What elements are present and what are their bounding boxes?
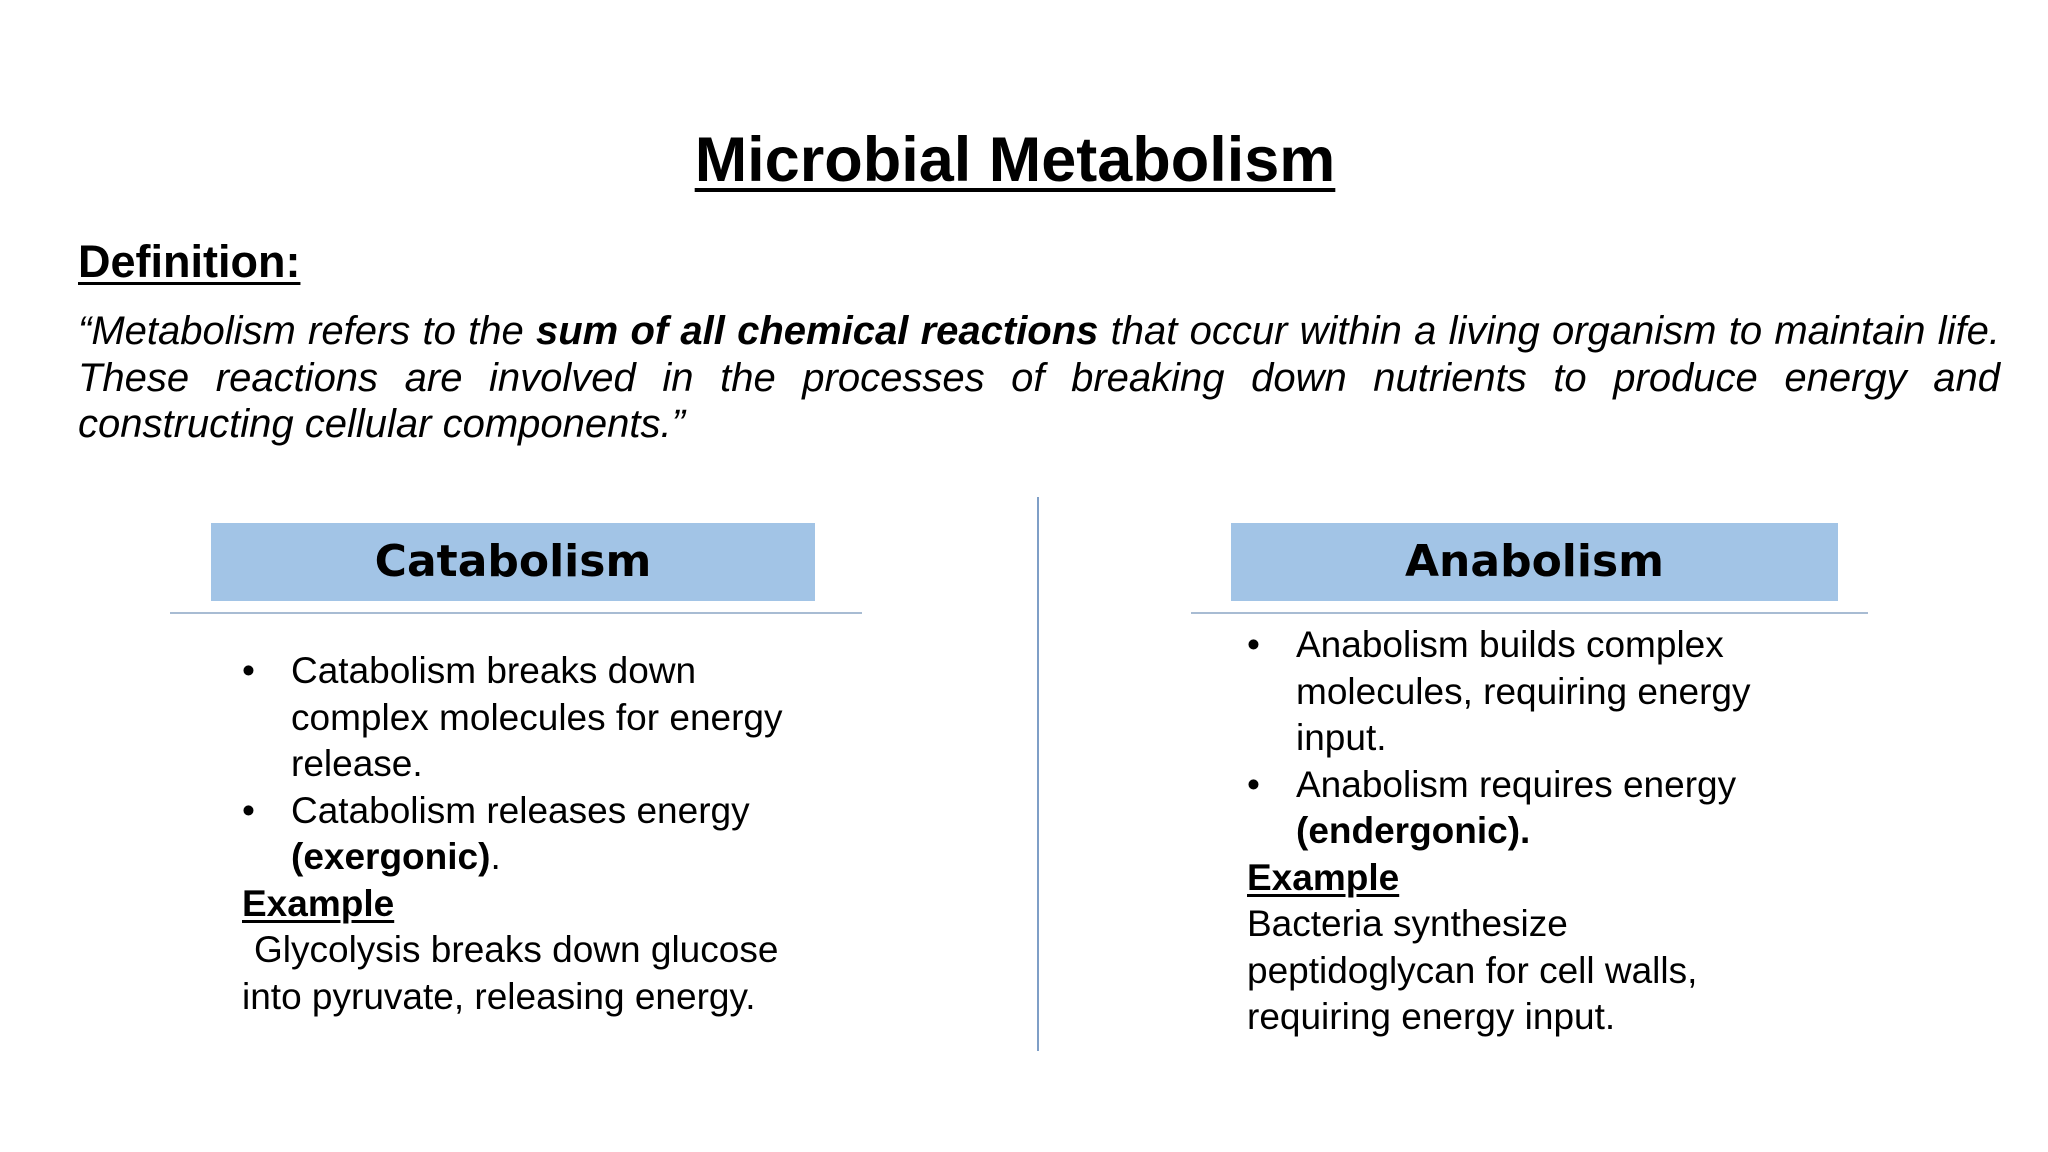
anabolism-bullet-1-text: Anabolism builds complex molecules, requiring energy input. [1296, 624, 1751, 758]
catabolism-bullet-1-text: Catabolism breaks down complex molecules for energy release. [291, 650, 783, 784]
definition-quote-bold: sum of all chemical reactions [535, 309, 1099, 353]
catabolism-example-text: Glycolysis breaks down glucose into pyruvate, releasing energy. [242, 929, 779, 1017]
anabolism-content [1247, 622, 1807, 1041]
catabolism-bullet-list [242, 648, 842, 881]
anabolism-bullet-2 [1247, 762, 1807, 855]
bullet-icon: • [1247, 763, 1260, 805]
bullet-icon: • [242, 789, 255, 831]
catabolism-bullet-2-suffix: . [490, 836, 501, 877]
catabolism-bullet-2-bold: (exergonic) [291, 836, 491, 877]
anabolism-bullet-1 [1247, 622, 1807, 762]
anabolism-bullet-list [1247, 622, 1807, 855]
bullet-icon: • [242, 650, 255, 691]
anabolism-bullet-2-bold: (endergonic). [1296, 810, 1531, 851]
anabolism-header: Anabolism [1231, 523, 1838, 601]
catabolism-content [242, 648, 842, 1020]
definition-heading: Definition: [78, 236, 301, 287]
catabolism-bullet-1 [242, 648, 842, 788]
slide-title-text: Microbial Metabolism [694, 125, 1336, 195]
catabolism-bullet-2-text: Catabolism releases energy [291, 789, 750, 831]
column-divider [1037, 497, 1039, 1051]
catabolism-example-heading: Example [242, 882, 395, 924]
anabolism-header-rule [1191, 612, 1868, 614]
slide-title [0, 122, 2030, 198]
catabolism-header-rule [170, 612, 862, 614]
bullet-icon: • [1247, 624, 1260, 665]
catabolism-bullet-2 [242, 788, 842, 881]
catabolism-header: Catabolism [211, 523, 815, 601]
anabolism-bullet-2-text: Anabolism requires energy [1296, 763, 1737, 805]
definition-quote-open: “Metabolism refers to the [78, 309, 536, 353]
anabolism-example-heading: Example [1247, 856, 1400, 898]
definition-quote-rest: that occur within a living organism to maintain life. These reactions are involved in the processes of breaking down nutrients to produce energy and constructing cellular components.” [78, 309, 2000, 446]
definition-text [78, 308, 2000, 448]
anabolism-example-text: Bacteria synthesize peptidoglycan for cell walls, requiring energy input. [1247, 903, 1698, 1037]
